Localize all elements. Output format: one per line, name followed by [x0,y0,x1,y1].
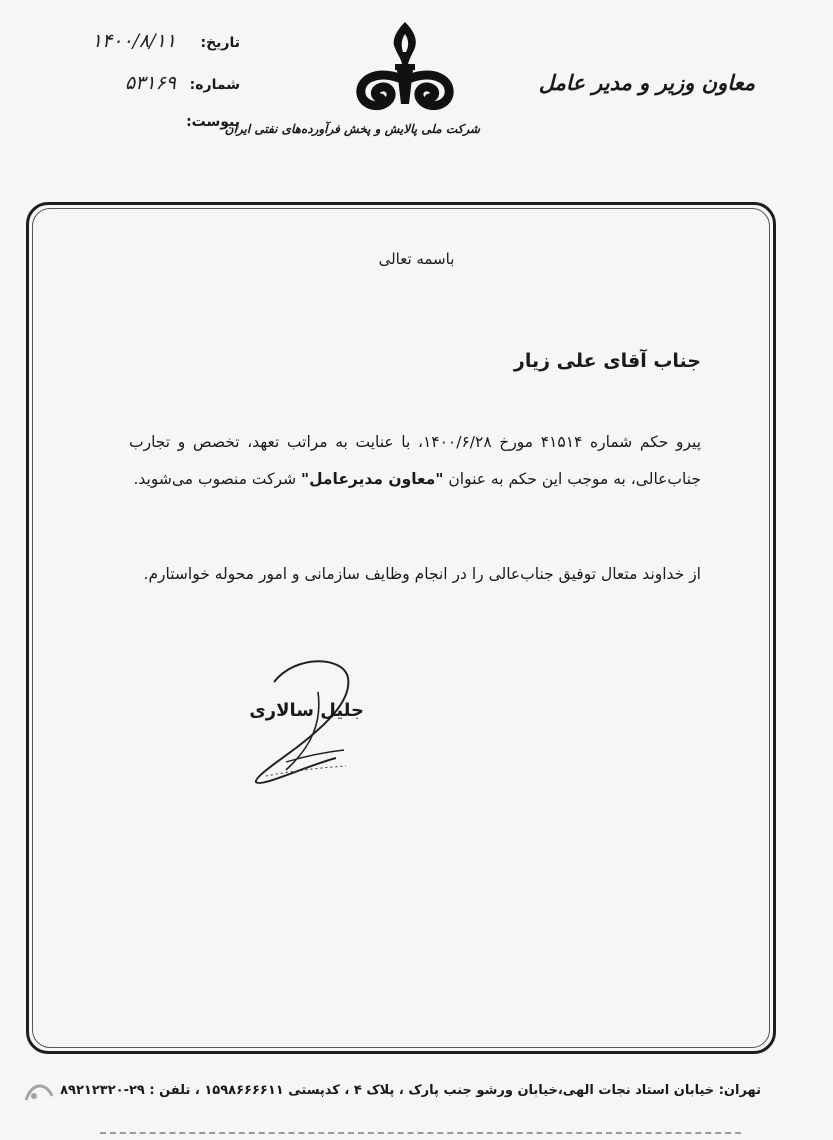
footer-address: تهران: خیابان استاد نجات الهی،خیابان ورشو جنب پارک ، پلاک ۴ ، کدپستی ۱۵۹۸۶۶۶۶۱۱ ، تلفن : ۲۹-۸۹۲۱۲۳۲۰ [60,1083,761,1098]
appointment-text-start: پیرو حکم شماره ۴۱۵۱۴ مورخ ۱۴۰۰/۶/۲۸، با عنایت به مراتب تعهد، تخصص و تجارب جناب‌عالی، به موجب این حکم به عنوان [129,433,702,488]
company-logo [224,18,480,136]
company-name: شرکت ملی پالایش و پخش فرآورده‌های نفتی ایران [224,122,480,136]
basmala: باسمه تعالی [378,250,455,268]
attachment-label: پیوست: [186,114,240,130]
letter-meta [70,30,240,156]
attachment-row [70,114,240,156]
date-label: تاریخ: [200,35,240,51]
flame-emblem-icon [345,18,465,118]
appointment-paragraph [129,424,701,498]
letter-frame [26,202,776,1054]
recipient-name: جناب آقای علی زیار [513,350,701,372]
appointment-position: "معاون مدیرعامل" [301,470,444,488]
closing-paragraph: از خداوند متعال توفیق جناب‌عالی را در انجام وظایف سازمانی و امور محوله خواستارم. [143,565,701,583]
sender-title: معاون وزیر و مدیر عامل [538,70,755,95]
signature-block [226,652,386,792]
date-value: ۱۴۰۰/۸/۱۱ [91,30,176,52]
number-value: ۵۳۱۶۹ [124,72,176,94]
handwritten-signature-icon [226,652,386,792]
appointment-text-end: شرکت منصوب می‌شوید. [133,470,302,488]
footer-divider [100,1132,741,1134]
signer-name: جلیل سالاری [249,700,364,721]
number-row [70,72,240,114]
number-label: شماره: [189,77,240,93]
watermark-icon [22,1078,56,1106]
date-row [70,30,240,72]
